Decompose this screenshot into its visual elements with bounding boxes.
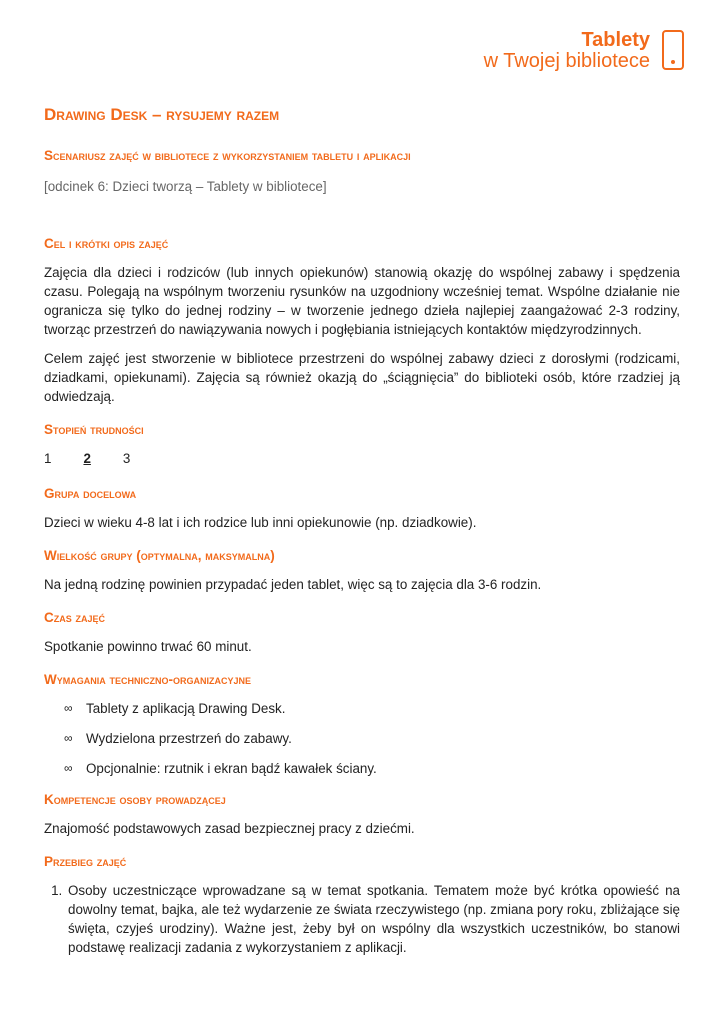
difficulty-levels <box>44 449 680 468</box>
list-item <box>64 699 680 718</box>
tablet-icon <box>662 30 684 70</box>
step-item: 1. Osoby uczestniczące wprowadzane są w temat spotkania. Tematem może być krótka opowieść na dowolny temat, bajka, ale też wydarzenie ze świata rzeczywistego (np. zmiana pory roku, zbliżające się święta, czyjeś urodziny). Ważne jest, żeby był on wspólny dla wszystkich uczestników, bo stanowi podstawę realizacji zadania z wykorzystaniem z aplikacji. <box>66 881 680 957</box>
kompetencje-text: Znajomość podstawowych zasad bezpiecznej pracy z dziećmi. <box>44 821 415 836</box>
requirements-list <box>64 699 680 778</box>
section-heading-wielkosc: Wielkość grupy (optymalna, maksymalna) <box>44 548 275 563</box>
wielkosc-text: Na jedną rodzinę powinien przypadać jeden tablet, więc są to zajęcia dla 3-6 rodzin. <box>44 577 542 592</box>
section-heading-stopien: Stopień trudności <box>44 422 144 437</box>
document-body <box>44 105 680 957</box>
section-heading-grupa: Grupa docelowa <box>44 486 137 501</box>
grupa-text: Dzieci w wieku 4-8 lat i ich rodzice lub inni opiekunowie (np. dziadkowie). <box>44 515 477 530</box>
list-item <box>64 729 680 748</box>
steps-list <box>44 881 680 957</box>
section-heading-czas: Czas zajęć <box>44 610 106 625</box>
section-heading-cel: Cel i krótki opis zajęć <box>44 236 169 251</box>
episode-label: [odcinek 6: Dzieci tworzą – Tablety w bibliotece] <box>44 179 327 194</box>
requirement-text: Opcjonalnie: rzutnik i ekran bądź kawałek ściany. <box>86 761 377 776</box>
difficulty-level-1: 1 <box>44 451 52 466</box>
section-heading-kompetencje: Kompetencje osoby prowadzącej <box>44 792 226 807</box>
infinity-bullet-icon: ∞ <box>64 761 73 775</box>
brand-logo <box>484 30 684 72</box>
section-heading-wymagania: Wymagania techniczno-organizacyjne <box>44 672 251 687</box>
brand-title: Tablety <box>581 29 650 51</box>
difficulty-level-3: 3 <box>122 451 131 466</box>
infinity-bullet-icon: ∞ <box>64 701 73 715</box>
document-subtitle: Scenariusz zajęć w bibliotece z wykorzystaniem tabletu i aplikacji <box>44 148 411 163</box>
requirement-text: Wydzielona przestrzeń do zabawy. <box>86 731 292 746</box>
infinity-bullet-icon: ∞ <box>64 731 73 745</box>
cel-paragraph-2: Celem zajęć jest stworzenie w bibliotece przestrzeni do wspólnej zabawy dzieci z dorosłymi (rodzicami, dziadkami, opiekunami). Zajęcia są również okazją do „ściągnięcia” do biblioteki osób, które rzadziej ją odwiedzają. <box>44 351 680 404</box>
cel-paragraph-1: Zajęcia dla dzieci i rodziców (lub innych opiekunów) stanowią okazję do wspólnej zabawy i spędzenia czasu. Polegają na wspólnym tworzeniu rysunków na uzgodniony wcześniej temat. Wspólne działanie nie ogranicza się tylko do jednej rodziny – w tworzenie jednego dzieła najlepiej zaangażować 2-3 rodziny, tworząc przestrzeń do nawiązywania nowych i pogłębiania istniejących kontaktów międzyrodzinnych. <box>44 265 680 337</box>
czas-text: Spotkanie powinno trwać 60 minut. <box>44 639 252 654</box>
document-title: Drawing Desk – rysujemy razem <box>44 105 280 124</box>
brand-subtitle: w Twojej bibliotece <box>483 50 650 72</box>
difficulty-level-2-selected: 2 <box>83 451 91 466</box>
brand-text <box>484 30 650 72</box>
list-item <box>64 759 680 778</box>
section-heading-przebieg: Przebieg zajęć <box>44 854 127 869</box>
requirement-text: Tablety z aplikacją Drawing Desk. <box>86 701 286 716</box>
